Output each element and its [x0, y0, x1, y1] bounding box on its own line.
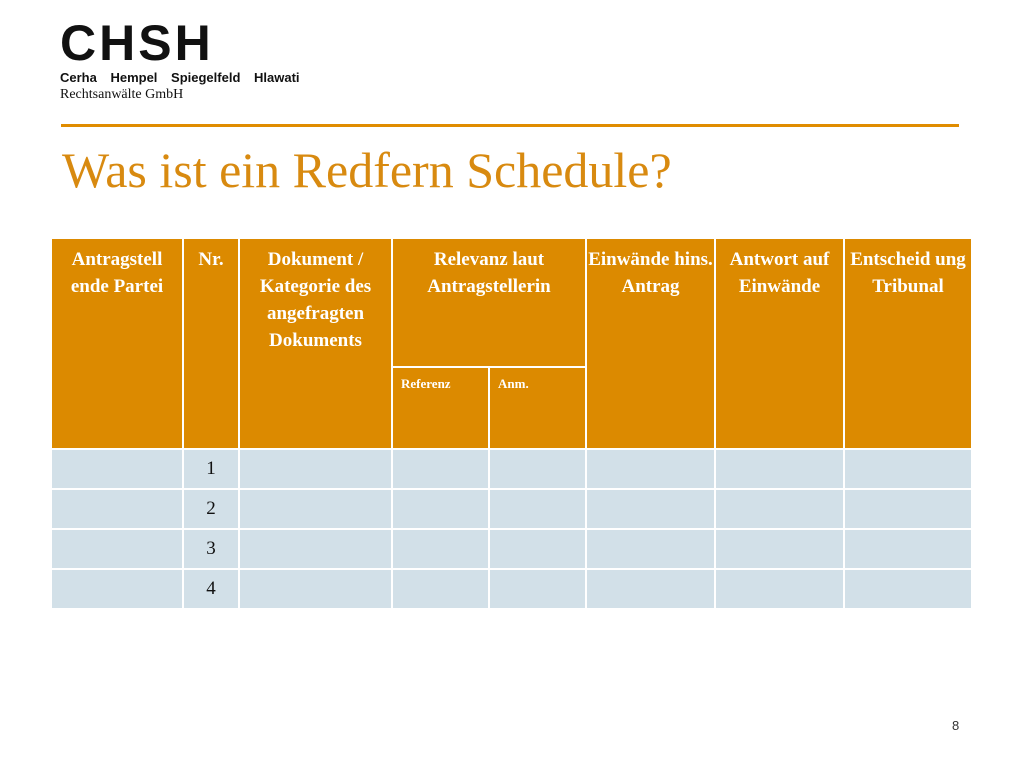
header-antwort: Antwort auf Einwände: [715, 238, 844, 449]
table-row: [51, 489, 972, 529]
company-logo: [60, 14, 300, 104]
table-cell: [586, 569, 715, 609]
row-number: 3: [183, 529, 239, 569]
logo-subtitle: Rechtsanwälte GmbH: [60, 87, 184, 102]
table-cell: [489, 569, 586, 609]
table-cell: [239, 569, 392, 609]
row-number: 1: [183, 449, 239, 489]
header-dokument: Dokument / Kategorie des angefragten Dokuments: [239, 238, 392, 449]
title-divider: [61, 124, 959, 127]
header-anm: Anm.: [489, 367, 586, 449]
header-einwaende: Einwände hins. Antrag: [586, 238, 715, 449]
table-cell: [392, 529, 489, 569]
table-cell: [489, 449, 586, 489]
table-row: [51, 529, 972, 569]
table-row: [51, 569, 972, 609]
table-cell: [715, 449, 844, 489]
table-cell: [844, 449, 972, 489]
table-cell: [51, 529, 183, 569]
row-number: 2: [183, 489, 239, 529]
table-cell: [715, 529, 844, 569]
logo-partner-names: Cerha Hempel Spiegelfeld Hlawati: [60, 70, 300, 85]
redfern-schedule-table: [50, 237, 973, 610]
table-cell: [392, 569, 489, 609]
table-cell: [715, 489, 844, 529]
table-cell: [239, 529, 392, 569]
table-row: [51, 449, 972, 489]
header-antragstellende-partei: Antragstell ende Partei: [51, 238, 183, 449]
table-cell: [51, 489, 183, 529]
table-cell: [239, 489, 392, 529]
table-cell: [586, 449, 715, 489]
header-relevanz: Relevanz laut Antragstellerin: [392, 238, 586, 367]
table-cell: [844, 489, 972, 529]
table-cell: [51, 449, 183, 489]
table-cell: [51, 569, 183, 609]
header-nr: Nr.: [183, 238, 239, 449]
header-row: [51, 238, 972, 367]
table-cell: [844, 529, 972, 569]
table-cell: [586, 529, 715, 569]
page-number: 8: [952, 718, 960, 733]
table-cell: [586, 489, 715, 529]
row-number: 4: [183, 569, 239, 609]
header-entscheidung: Entscheid ung Tribunal: [844, 238, 972, 449]
table-cell: [489, 489, 586, 529]
table-cell: [239, 449, 392, 489]
table-cell: [489, 529, 586, 569]
header-referenz: Referenz: [392, 367, 489, 449]
slide-title: Was ist ein Redfern Schedule?: [62, 142, 672, 198]
logo-mark: CHSH: [60, 15, 214, 71]
table-cell: [392, 489, 489, 529]
table-cell: [392, 449, 489, 489]
table-cell: [715, 569, 844, 609]
table-cell: [844, 569, 972, 609]
